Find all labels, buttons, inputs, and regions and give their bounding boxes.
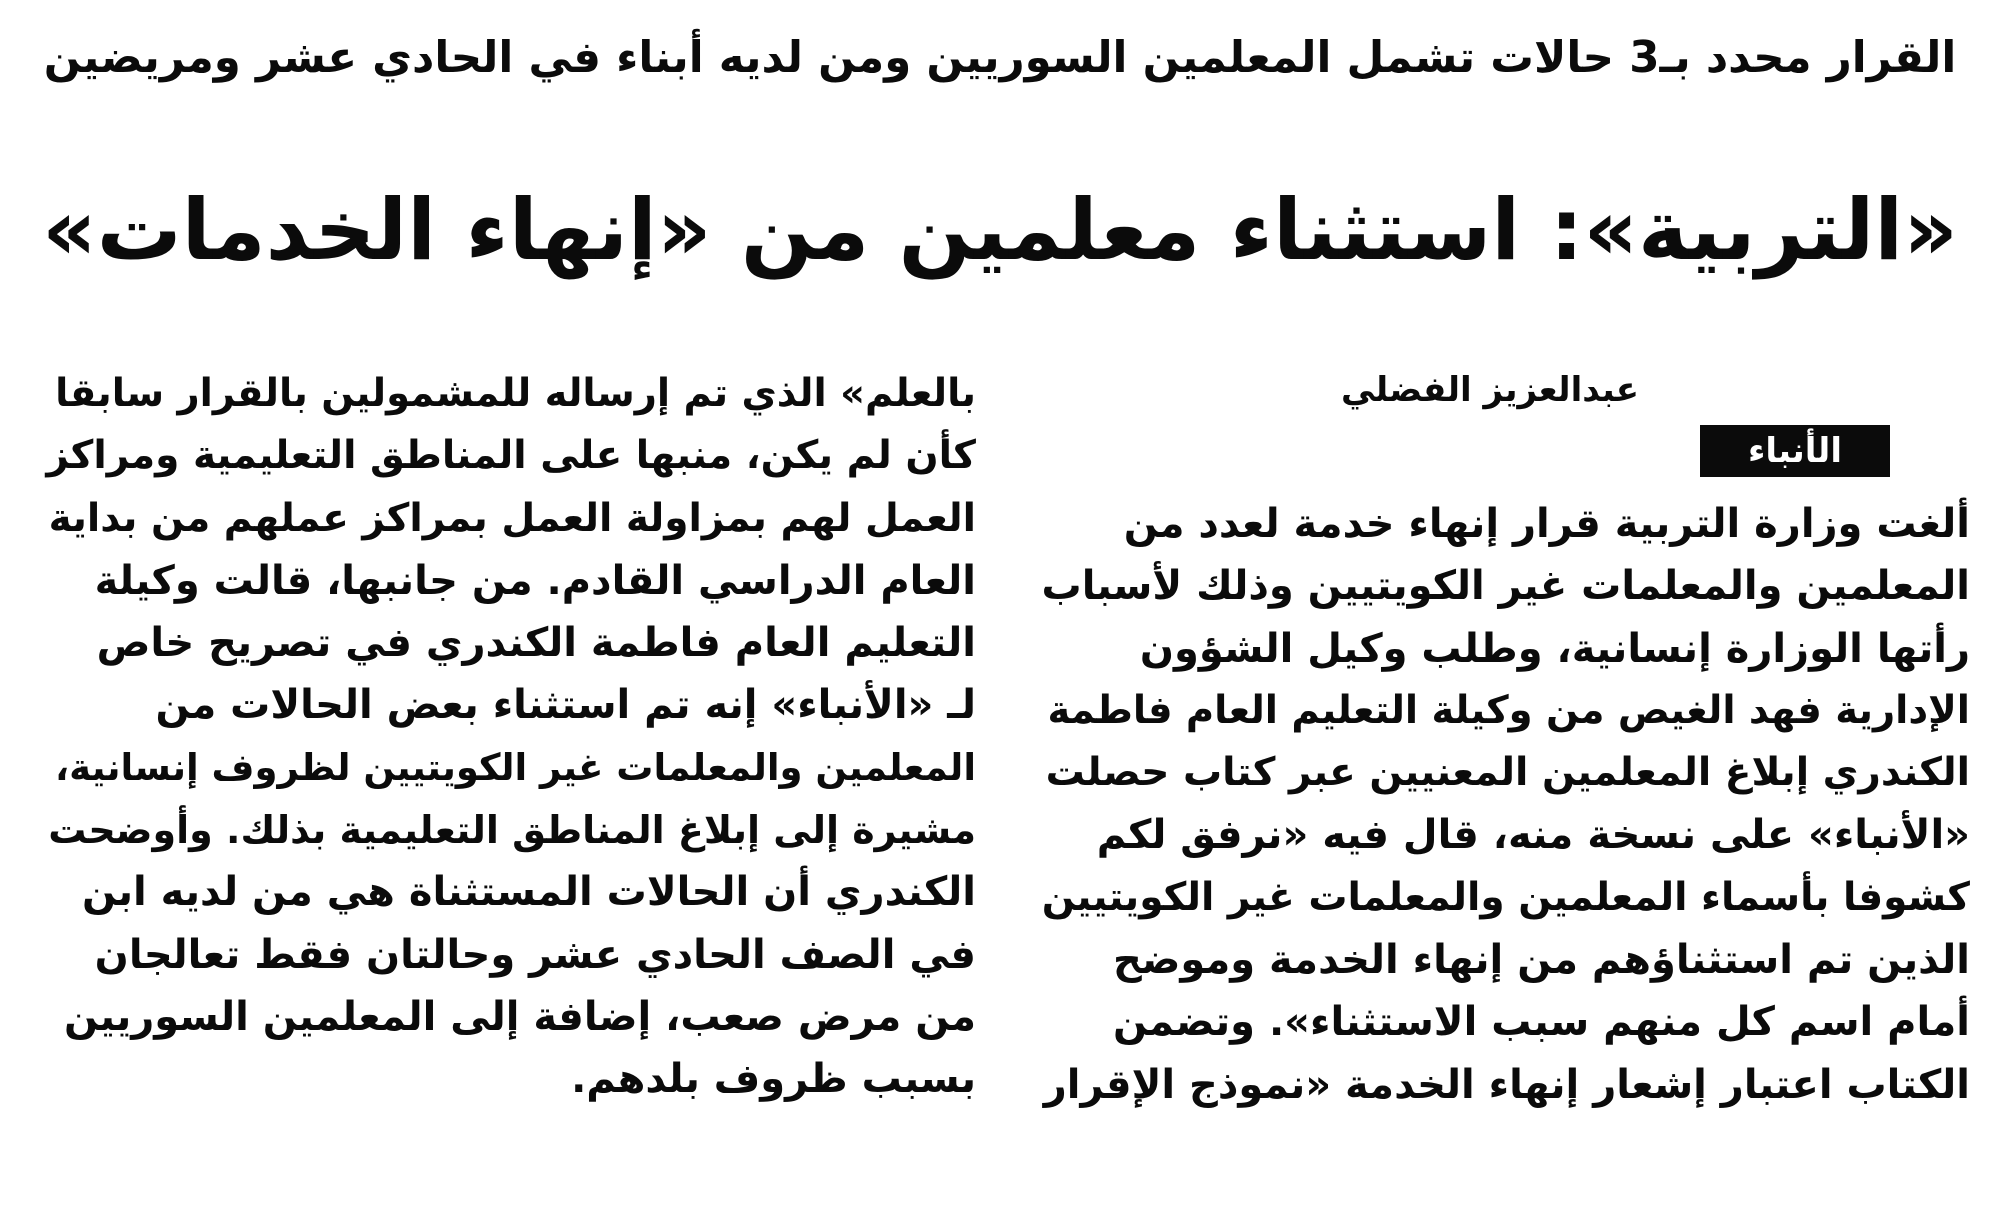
body-line: التعليم العام فاطمة الكندري في تصريح خاص	[96, 620, 976, 667]
body-line: الكندري أن الحالات المستثناة هي من لديه ابن	[82, 869, 976, 916]
body-line: مشيرة إلى إبلاغ المناطق التعليمية بذلك. وأوضحت	[48, 808, 976, 853]
body-line: ألغت وزارة التربية قرار إنهاء خدمة لعدد من	[1123, 501, 1970, 547]
body-line: بالعلم» الذي تم إرساله للمشمولين بالقرار سابقا	[55, 371, 976, 416]
body-line: كأن لم يكن، منبها على المناطق التعليمية ومراكز	[46, 433, 976, 479]
body-line: الكتاب اعتبار إشعار إنهاء الخدمة «نموذج الإقرار	[1043, 1061, 1970, 1108]
body-line: المعلمين والمعلمات غير الكويتيين وذلك لأسباب	[1041, 563, 1970, 610]
body-line: الإدارية فهد الغيص من وكيلة التعليم العام فاطمة	[1047, 687, 1970, 733]
author-byline: عبدالعزيز الفضلي	[1341, 370, 1639, 410]
body-column-left	[46, 363, 976, 1111]
body-line: رأتها الوزارة إنسانية، وطلب وكيل الشؤون	[1139, 625, 1970, 672]
article-headline: «التربية»: استثناء معلمين من «إنهاء الخدمات»	[42, 181, 1958, 279]
body-line: لـ «الأنباء» إنه تم استثناء بعض الحالات من	[155, 682, 976, 729]
body-line: الكندري إبلاغ المعلمين المعنيين عبر كتاب حصلت	[1045, 750, 1970, 796]
newspaper-logo: الأنباء	[1700, 425, 1890, 477]
body-line: من مرض صعب، إضافة إلى المعلمين السوريين	[63, 993, 976, 1040]
article-kicker: القرار محدد بـ3 حالات تشمل المعلمين السوريين ومن لديه أبناء في الحادي عشر ومريضين	[43, 33, 1957, 83]
body-line: العام الدراسي القادم. من جانبها، قالت وكيلة	[94, 557, 976, 604]
body-line: «الأنباء» على نسخة منه، قال فيه «نرفق لكم	[1096, 812, 1970, 859]
body-line: المعلمين والمعلمات غير الكويتيين لظروف إنسانية،	[55, 745, 976, 789]
body-line: أمام اسم كل منهم سبب الاستثناء». وتضمن	[1112, 999, 1970, 1046]
body-line: في الصف الحادي عشر وحالتان فقط تعالجان	[94, 931, 976, 978]
body-column-right	[1040, 493, 1970, 1116]
body-line: بسبب ظروف بلدهم.	[571, 1056, 976, 1103]
body-line: العمل لهم بمزاولة العمل بمراكز عملهم من بداية	[48, 495, 976, 541]
body-line: الذين تم استثناؤهم من إنهاء الخدمة وموضح	[1112, 937, 1970, 984]
body-line: كشوفا بأسماء المعلمين والمعلمات غير الكويتيين	[1041, 874, 1970, 920]
